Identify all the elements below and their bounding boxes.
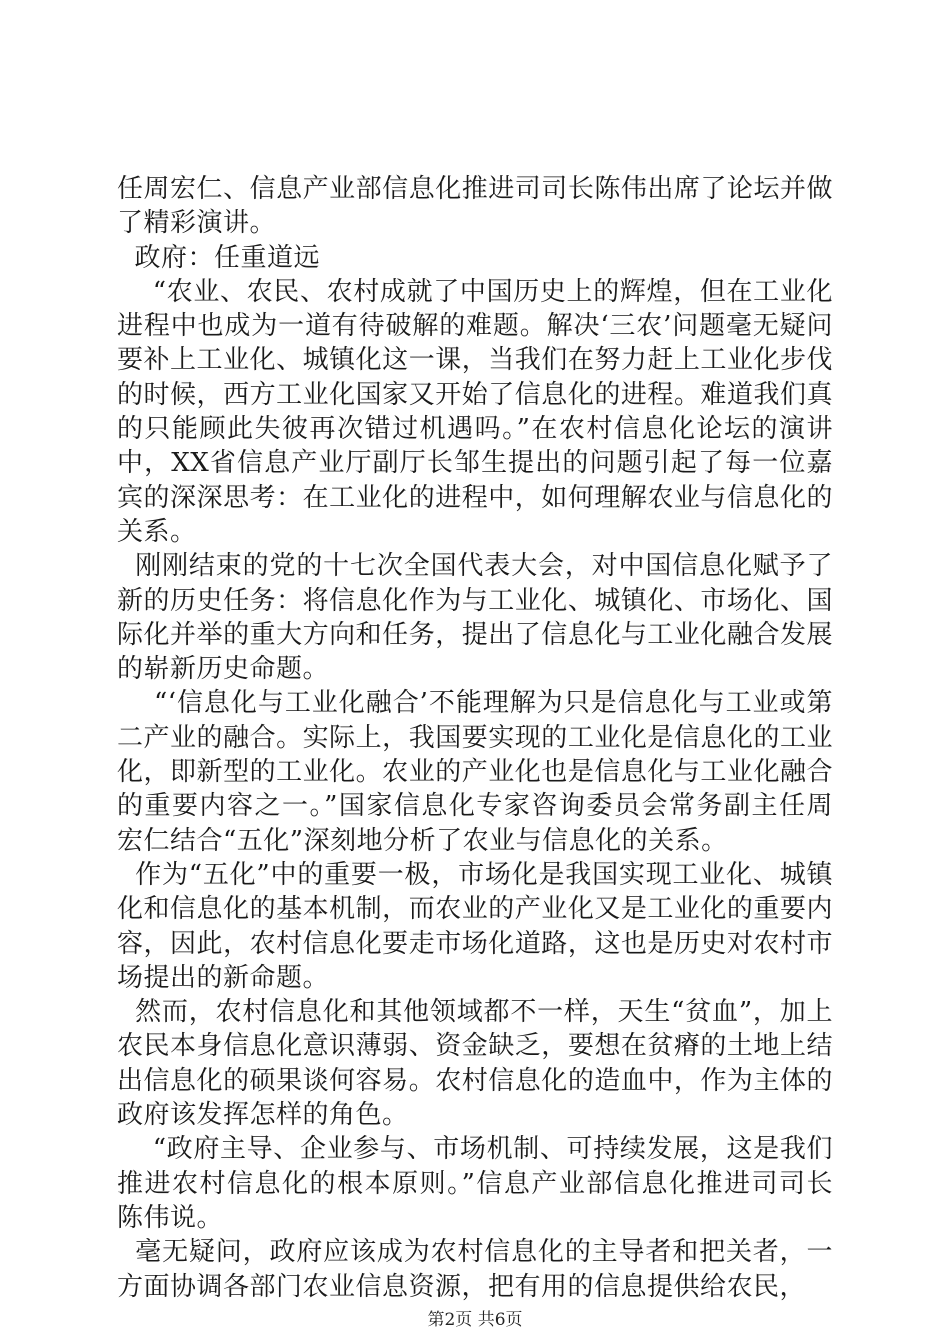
section-heading: 政府：任重道远 [117,242,321,273]
paragraph: “政府主导、企业参与、市场机制、可持续发展，这是我们推进农村信息化的根本原则。”信息产业部信息化推进司司长陈伟说。 [117,1134,833,1233]
paragraph: “‘信息化与工业化融合’不能理解为只是信息化与工业或第二产业的融合。实际上，我国要实现的工业化是信息化的工业化，即新型的工业化。农业的产业化也是信息化与工业化融合的重要内容之一。”国家信息化专家咨询委员会常务副主任周宏仁结合“五化”深刻地分析了农业与信息化的关系。 [117,688,833,856]
document-body [117,172,833,1304]
paragraph: 任周宏仁、信息产业部信息化推进司司长陈伟出席了论坛并做了精彩演讲。 [117,174,833,239]
paragraph: 刚刚结束的党的十七次全国代表大会，对中国信息化赋予了新的历史任务：将信息化作为与工业化、城镇化、市场化、国际化并举的重大方向和任务，提出了信息化与工业化融合发展的崭新历史命题。 [117,551,833,685]
paragraph: 作为“五化”中的重要一极，市场化是我国实现工业化、城镇化和信息化的基本机制，而农业的产业化又是工业化的重要内容，因此，农村信息化要走市场化道路，这也是历史对农村市场提出的新命题。 [117,859,834,993]
paragraph: 毫无疑问，政府应该成为农村信息化的主导者和把关者，一方面协调各部门农业信息资源，把有用的信息提供给农民， [117,1237,833,1302]
paragraph: 然而，农村信息化和其他领域都不一样，天生“贫血”，加上农民本身信息化意识薄弱、资金缺乏，要想在贫瘠的土地上结出信息化的硕果谈何容易。农村信息化的造血中，作为主体的政府该发挥怎样的角色。 [117,997,834,1131]
page-number-footer: 第2页 共6页 [427,1310,523,1330]
paragraph: “农业、农民、农村成就了中国历史上的辉煌，但在工业化进程中也成为一道有待破解的难题。解决‘三农’问题毫无疑问要补上工业化、城镇化这一课，当我们在努力赶上工业化步伐的时候，西方工业化国家又开始了信息化的进程。难道我们真的只能顾此失彼再次错过机遇吗。”在农村信息化论坛的演讲中，XX省信息产业厅副厅长邹生提出的问题引起了每一位嘉宾的深深思考：在工业化的进程中，如何理解农业与信息化的关系。 [117,276,833,547]
